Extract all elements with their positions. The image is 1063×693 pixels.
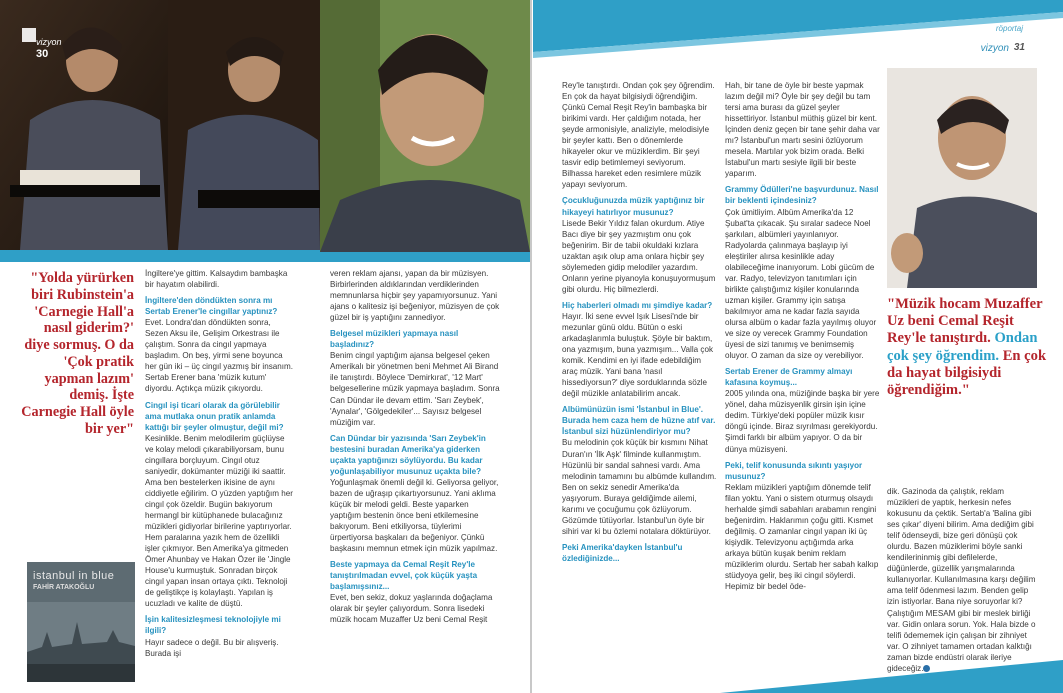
interview-question: Peki, telif konusunda sıkıntı yaşıyor musunuz? xyxy=(725,460,863,481)
pull-quote-right xyxy=(887,296,1047,399)
interview-question: İngiltere'den döndükten sonra mı Sertab Erener'le cingıllar yaptınız? xyxy=(145,296,278,317)
section-tag-right: röportaj xyxy=(995,24,1023,33)
interview-answer: Evet, ben sekiz, dokuz yaşlarında doğaçlama olarak bir şeyler çalıyordum. Sonra lisedeki müzik hocam Muzaffer Uz beni Cemal Reşit xyxy=(330,593,493,625)
interview-answer: dik. Gazinoda da çalıştık, reklam müzikleri de yaptık, herkesin nefes kokusunu da çektik. Sertab'a 'Balina gibi ses çıkar' diyeni bilirim. Ama dediğim gibi telif ödenseydi, bize geri dönüşü çok olurdu. Bazen müziklerimi böyle sanki kendilerininmiş gibi defilelerde, düğünlerde, güzellik yarışmalarında kullanıyorlar. Kullanılmasına karşı değilim ama telif ödenmesi lazım. Benden gelip izin istiyorlar. Bana niye soruyorlar ki? Çalıştığım MESAM gibi bir meslek birliği var. Gidin onlara sorun. Yok. Hala bizde o telifi ödememek için çalışan bir zihniyet var. O zihniyet tamamen ortadan kalktığı zaman bizde endüstri olarak ileriye gideceğiz. xyxy=(887,487,1036,673)
album-title: istanbul in blue xyxy=(33,570,115,582)
interview-question: Çocukluğunuzda müzik yaptığınız bir hikayeyi hatırlıyor musunuz? xyxy=(562,196,705,217)
article-column-3 xyxy=(562,80,717,685)
interview-answer: Hah, bir tane de öyle bir beste yapmak lazım değil mi? Öyle bir şey değil bu tam tersi ama burası da güzel şeyler hissettiriyor. İstanbul müthiş güzel bir kent. İçinden deniz geçen bir tane şehir daha var mı? İstanbul'un martı sesini özlüyorum mesela. Martılar yok bizim orada. Belki İstabul'un martı sesiyle ilgili bir beste yaparım. xyxy=(725,81,880,179)
pull-quote-left: "Yolda yürürken biri Rubinstein'a 'Carnegie Hall'a nasıl giderim?' diye sormuş. O da 'Çok pratik yapman lazım' demiş. İşte Carnegie Hall öyle bir yer" xyxy=(21,270,134,437)
interview-answer: Yoğunlaşmak önemli değil ki. Geliyorsa geliyor, bazen de uğraşıp çıkartıyorsunuz. Yani aklıma küçük bir melodi geldi. Beste yaparken yaptığım bestenin önce beni etkilemesine bakıyorum. Beni etkiliyorsa, tüylerimi ürpertiyorsa başkaları da beğeniyor. Çünkü başkasını memnun etmek için müzik yapılmaz. xyxy=(330,477,499,554)
interview-question: Albümünüzün ismi 'İstanbul in Blue'. Burada hem caza hem de hüzne atıf var. İstanbul sizi hüzünlendiriyor mu? xyxy=(562,405,716,437)
interview-answer: 2005 yılında ona, müziğinde başka bir yere yönel, daha müzisyenlik girsin işin içine dedim. Türkiye'deki popüler müzik kısır döngü içinde. Biraz sıyrılması gerekiyordu. Şimdi farklı bir albüm yapıyor. O da bir dünya müzisyeni. xyxy=(725,389,880,454)
interview-question: Beste yapmaya da Cemal Reşit Rey'le tanıştırılmadan evvel, çok küçük yaşta başlamışsınız... xyxy=(330,560,478,592)
logo-mark xyxy=(22,28,36,42)
interview-question: Grammy Ödülleri'ne başvurdunuz. Nasıl bir beklenti içindesiniz? xyxy=(725,185,879,206)
photo-portrait-large xyxy=(320,0,530,252)
interview-question: Sertab Erener de Grammy almayı kafasına koymuş... xyxy=(725,367,853,388)
interview-question: Cingıl işi ticari olarak da görülebilir ama mutlaka onun pratik anlamda kattığı bir şeyler olmuştur, değil mi? xyxy=(145,400,284,432)
article-column-4 xyxy=(725,80,880,685)
interview-question: İşin kalitesizleşmesi teknolojiyle mi ilgili? xyxy=(145,615,281,636)
interview-answer: veren reklam ajansı, yapan da bir müzisyen. Birbirlerinden aldıklarından verdiklerinden memnunlarsa hiçbir şey yapamıyorsunuz. Yani ajans o kalitesiz işi beğeniyor, müzisyen de çok güzel bir iş yaptığını zannediyor. xyxy=(330,269,500,323)
interview-answer: İngiltere'ye gittim. Kalsaydım bambaşka bir hayatım olabilirdi. xyxy=(145,269,288,290)
photo-pianist-2 xyxy=(168,0,320,250)
section-label-left: vizyon xyxy=(36,37,62,47)
interview-question: Peki Amerika'dayken İstanbul'u özlediğinizde... xyxy=(562,542,683,563)
photo-portrait-right xyxy=(887,68,1037,288)
interview-answer: Çok ümitliyim. Albüm Amerika'da 12 Şubat'ta çıkacak. Şu sıralar sadece Noel şarkıları, albümleri yayınlanıyor. Radyolarda çalınmaya başlayıp iyi eleştiriler alırsa kesinlikle aday olabileceğime inanıyorum. Lobi gücüm de var. Radyo, televizyon tanıtımları için birlikte çalıştığımız kişiler konularında uzman kişiler. Grammy için satışa bakılmıyor ama ne kadar fazla sayıda olursa albüm o kadar fazla yayılmış oluyor ve size oy verecek Grammy Foundation üyesi de sizi tanımış ve benimsemiş oluyor. O zaman da size oy verebiliyor. xyxy=(725,207,877,361)
page-number-left: 30 xyxy=(36,48,49,60)
interview-answer: Lisede Bekir Yıldız falan okurdum. Atiye Bacı diye bir şey yazmıştım onu çok beğenirim. Bir de tabii okuldaki kızlara uzaktan aşık olup ama onlara hiçbir şey söylemeden gidip melodiler yazardım. Onların yerine piyanoyla konuşuyormuşum gibi olurdu. Hiç bilmezlerdi. xyxy=(562,218,716,294)
section-label-right: vizyon xyxy=(980,43,1009,54)
pull-quote-right-part1: "Müzik hocam Muzaffer Uz beni Cemal Reşit Rey'le tanıştırdı. xyxy=(887,296,1043,347)
interview-answer: Rey'le tanıştırdı. Ondan çok şey öğrendim. En çok da hayat bilgisiydi öğrendiğim. Çünkü Cemal Reşit Rey'in bambaşka bir birikimi vardı. Her çaldığım notada, her şeyde armonisiyle, analiziyle, melodisiyle bir şeyler kattı. Ben o dönemlerde hikayeler okur ve müziklerdim. Bir şeyi tasvir edip betimlemeyi seviyorum. Bilhassa hareket eden resimlere müzik yapayı seviyorum. xyxy=(562,81,715,190)
interview-question: Belgesel müzikleri yapmaya nasıl başladınız? xyxy=(330,329,459,350)
album-cover xyxy=(27,562,135,682)
album-skyline-illustration xyxy=(27,602,135,682)
page-number-right: 31 xyxy=(1013,42,1025,53)
interview-answer: Hayır. İki sene evvel Işık Lisesi'nde bir mezunlar günü oldu. Bütün o eski arkadaşlarımla buluştuk. Şöyle bir baktım, ona yazmışım, buna yazmışım... Valla çok komik. Kendimi en iyi ifade edebildiğim araç müzik. Yani bana 'nasıl hissediyorsun?' diye sorduklarında sözle değil müzikle anlatabilirim ancak. xyxy=(562,311,713,399)
interview-answer: Bu melodinin çok küçük bir kısmını Nihat Duran'ın 'İlk Aşk' filminde kullanmıştım. Hüzünlü bir sandal sahnesi vardı. Ama melodinin tamamını bu albümde kullandım. Ben on sekiz senedir Amerika'da yaşıyorum. Buraya geldiğimde ailemi, karımı ve çocuğumu çok özlüyorum. Gözümde tütüyorlar. İstanbul'un öyle bir sihiri var ki bu özlemi notalara döktürüyor. xyxy=(562,438,717,536)
interview-answer: Reklam müzikleri yaptığım dönemde telif filan yoktu. Yani o sistem oturmuş olsaydı herhalde şimdi sabahları arabamın rengini beğenirdim. Haklarımın çoğu gitti. Kısmet değilmiş. O zamanlar cingıl yapan iki üç kişiydik. Televizyonu açtığımda arka arkaya bütün kuşak benim reklam müziklerim olurdu. Sertab her sabah kalkıp stüdyoya gelir, beş iki cingıl söylerdi. Hepimiz bir bedel öde- xyxy=(725,482,879,592)
end-of-article-icon xyxy=(923,665,930,672)
pull-quote-right-highlight: Ondan çok şey öğrendim. xyxy=(887,330,1038,364)
album-artist: FAHİR ATAKOĞLU xyxy=(33,584,95,591)
interview-answer: Kesinlikle. Benim melodilerim güçlüyse ve kolay melodi çıkarabiliyorsam, bunu cingıllara borçluyum. Cingıl otuz saniyedir, dokümanter müziği iki saattir. Ama ben bestelerken ikisine de aynı ciddiyetle eğilirim. O yüzden yaptığım her cingıl çok özeldir. Bugün bakıyorum hermangl bir kütüphanede bulacağınız müzikleri gidiyorlar birilerine yaptırıyorlar. Hem paralarına yazık hem de özellikli işler çıkmıyor. Ben Amerika'ya gitmeden Ömer Ahunbay ve Hakan Özer ile 'Jingle House'u kurmuştuk. Sonradan birçok cingıl yapan insan ortaya çıktı. Teknoloji de geliştikçe iş kolaylaştı. Yapılan iş ucuzladı ve kalite de düştü. xyxy=(145,433,293,609)
interview-question: Can Dündar bir yazısında 'Sarı Zeybek'in bestesini buradan Amerika'ya giderken uçakta yaptığınızı söylüyordu. Bu kadar yoğunlaşabiliyor musunuz uçakta bile? xyxy=(330,433,486,476)
article-column-5 xyxy=(887,486,1037,686)
interview-answer: Benim cingıl yaptığım ajansa belgesel çeken Amerikalı bir yönetmen beni Mehmet Ali Birand ile tanıştırdı. Böylece 'Demirkırat', '12 Mart' belgesellerine müzik yapmaya başladım. Sonra Can Dündar ile devam ettim. 'Sarı Zeybek', 'Aynalar', 'Gölgedekiler'... Sayısız belgesel müziğim var. xyxy=(330,351,500,427)
article-column-2 xyxy=(330,268,500,688)
interview-question: Hiç haberleri olmadı mı şimdiye kadar? xyxy=(562,300,713,310)
interview-answer: Evet. Londra'dan döndükten sonra, Sezen Aksu ile, Gelişim Orkestrası ile çalıştım. Sonra da cingıl yapmaya başladım. On beş, yirmi sene boyunca her gün iki – üç cingıl yazmış bir insanım. Sertab Erener bana 'müzik kutum' diyordu. Açtıkça müzik çıkıyordu. xyxy=(145,318,293,394)
interview-answer: Hayır sadece o değil. Bu bir alışveriş. Burada işi xyxy=(145,637,279,658)
pull-quote-right-part2: En çok da hayat bilgisiydi öğrendiğim." xyxy=(887,347,1047,399)
article-column-1 xyxy=(145,268,295,688)
